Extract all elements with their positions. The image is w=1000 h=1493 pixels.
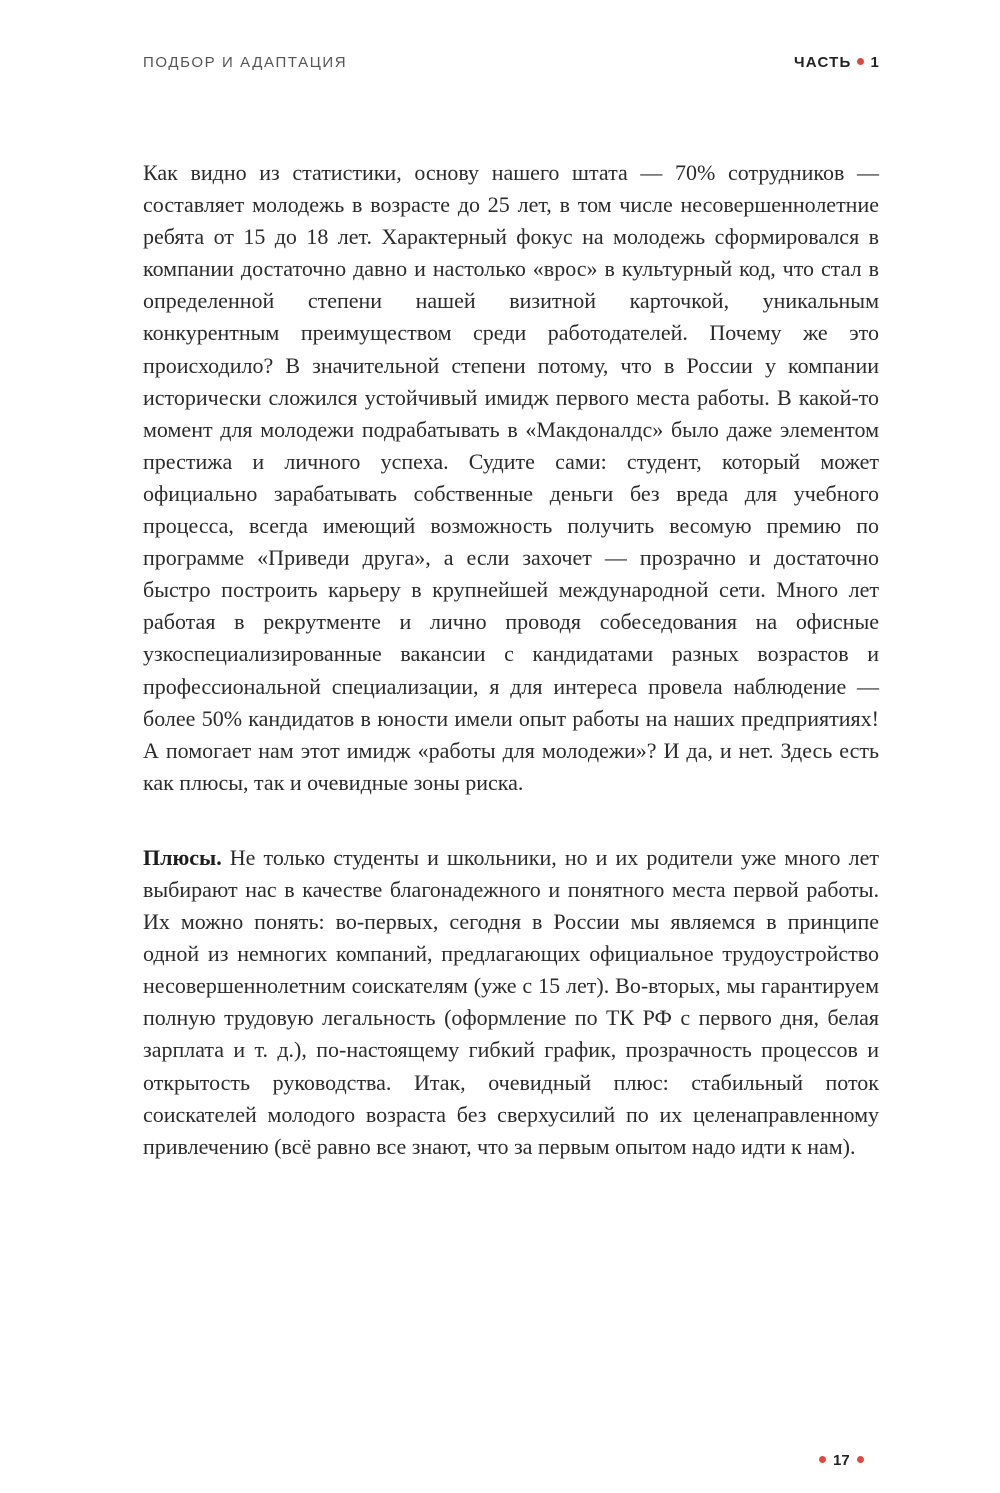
part-number: 1 [870, 54, 880, 71]
red-dot-icon [857, 1456, 864, 1463]
red-dot-icon [819, 1456, 826, 1463]
pluses-lead: Плюсы. [143, 844, 222, 870]
section-title: ПОДБОР И АДАПТАЦИЯ [143, 54, 348, 71]
page-number-footer [812, 1452, 871, 1469]
pluses-text: Не только студенты и школьники, но и их родители уже много лет выбирают нас в качестве благонадежного и понятного места первой работы. Их можно понять: во-первых, сегодня в России мы являемся в принципе одной из немногих компаний, предлагающих официальное трудоустройство несовершеннолетним соискателям (уже с 15 лет). Во-вторых, мы гарантируем полную трудовую легальность (оформление по ТК РФ с первого дня, белая зарплата и т. д.), по-настоящему гибкий график, прозрачность процессов и открытость руководства. Итак, очевидный плюс: стабильный поток соискателей молодого возраста без сверхусилий по их целенаправленному привлечению (всё равно все знают, что за первым опытом надо идти к нам). [143, 844, 879, 1159]
running-header [143, 54, 880, 76]
red-dot-icon [857, 58, 864, 65]
paragraph-statistics: Как видно из статистики, основу нашего штата — 70% сотрудников — составляет молодежь в возрасте до 25 лет, в том числе несовершеннолетние ребята от 15 до 18 лет. Характерный фокус на молодежь сформировался в компании достаточно давно и настолько «врос» в культурный код, что стал в определенной степени нашей визитной карточкой, уникальным конкурентным преимуществом среди работодателей. Почему же это происходило? В значительной степени потому, что в России у компании исторически сложился устойчивый имидж первого места работы. В какой-то момент для молодежи подрабатывать в «Макдоналдс» было даже элементом престижа и личного успеха. Судите сами: студент, который может официально зарабатывать собственные деньги без вреда для учебного процесса, всегда имеющий возможность получить весомую премию по программе «Приведи друга», а если захочет — прозрачно и достаточно быстро построить карьеру в крупнейшей международной сети. Много лет работая в рекрутменте и лично проводя собеседования на офисные узкоспециализированные вакансии с кандидатами разных возрастов и профессиональной специализации, я для интереса провела наблюдение — более 50% кандидатов в юности имели опыт работы на наших предприятиях! А помогает нам этот имидж «работы для молодежи»? И да, и нет. Здесь есть как плюсы, так и очевидные зоны риска. [143, 160, 879, 795]
main-text [143, 157, 879, 1163]
paragraph-pluses [143, 842, 879, 1163]
part-indicator [794, 54, 880, 71]
page-number: 17 [833, 1452, 850, 1469]
part-label: ЧАСТЬ [794, 54, 852, 71]
